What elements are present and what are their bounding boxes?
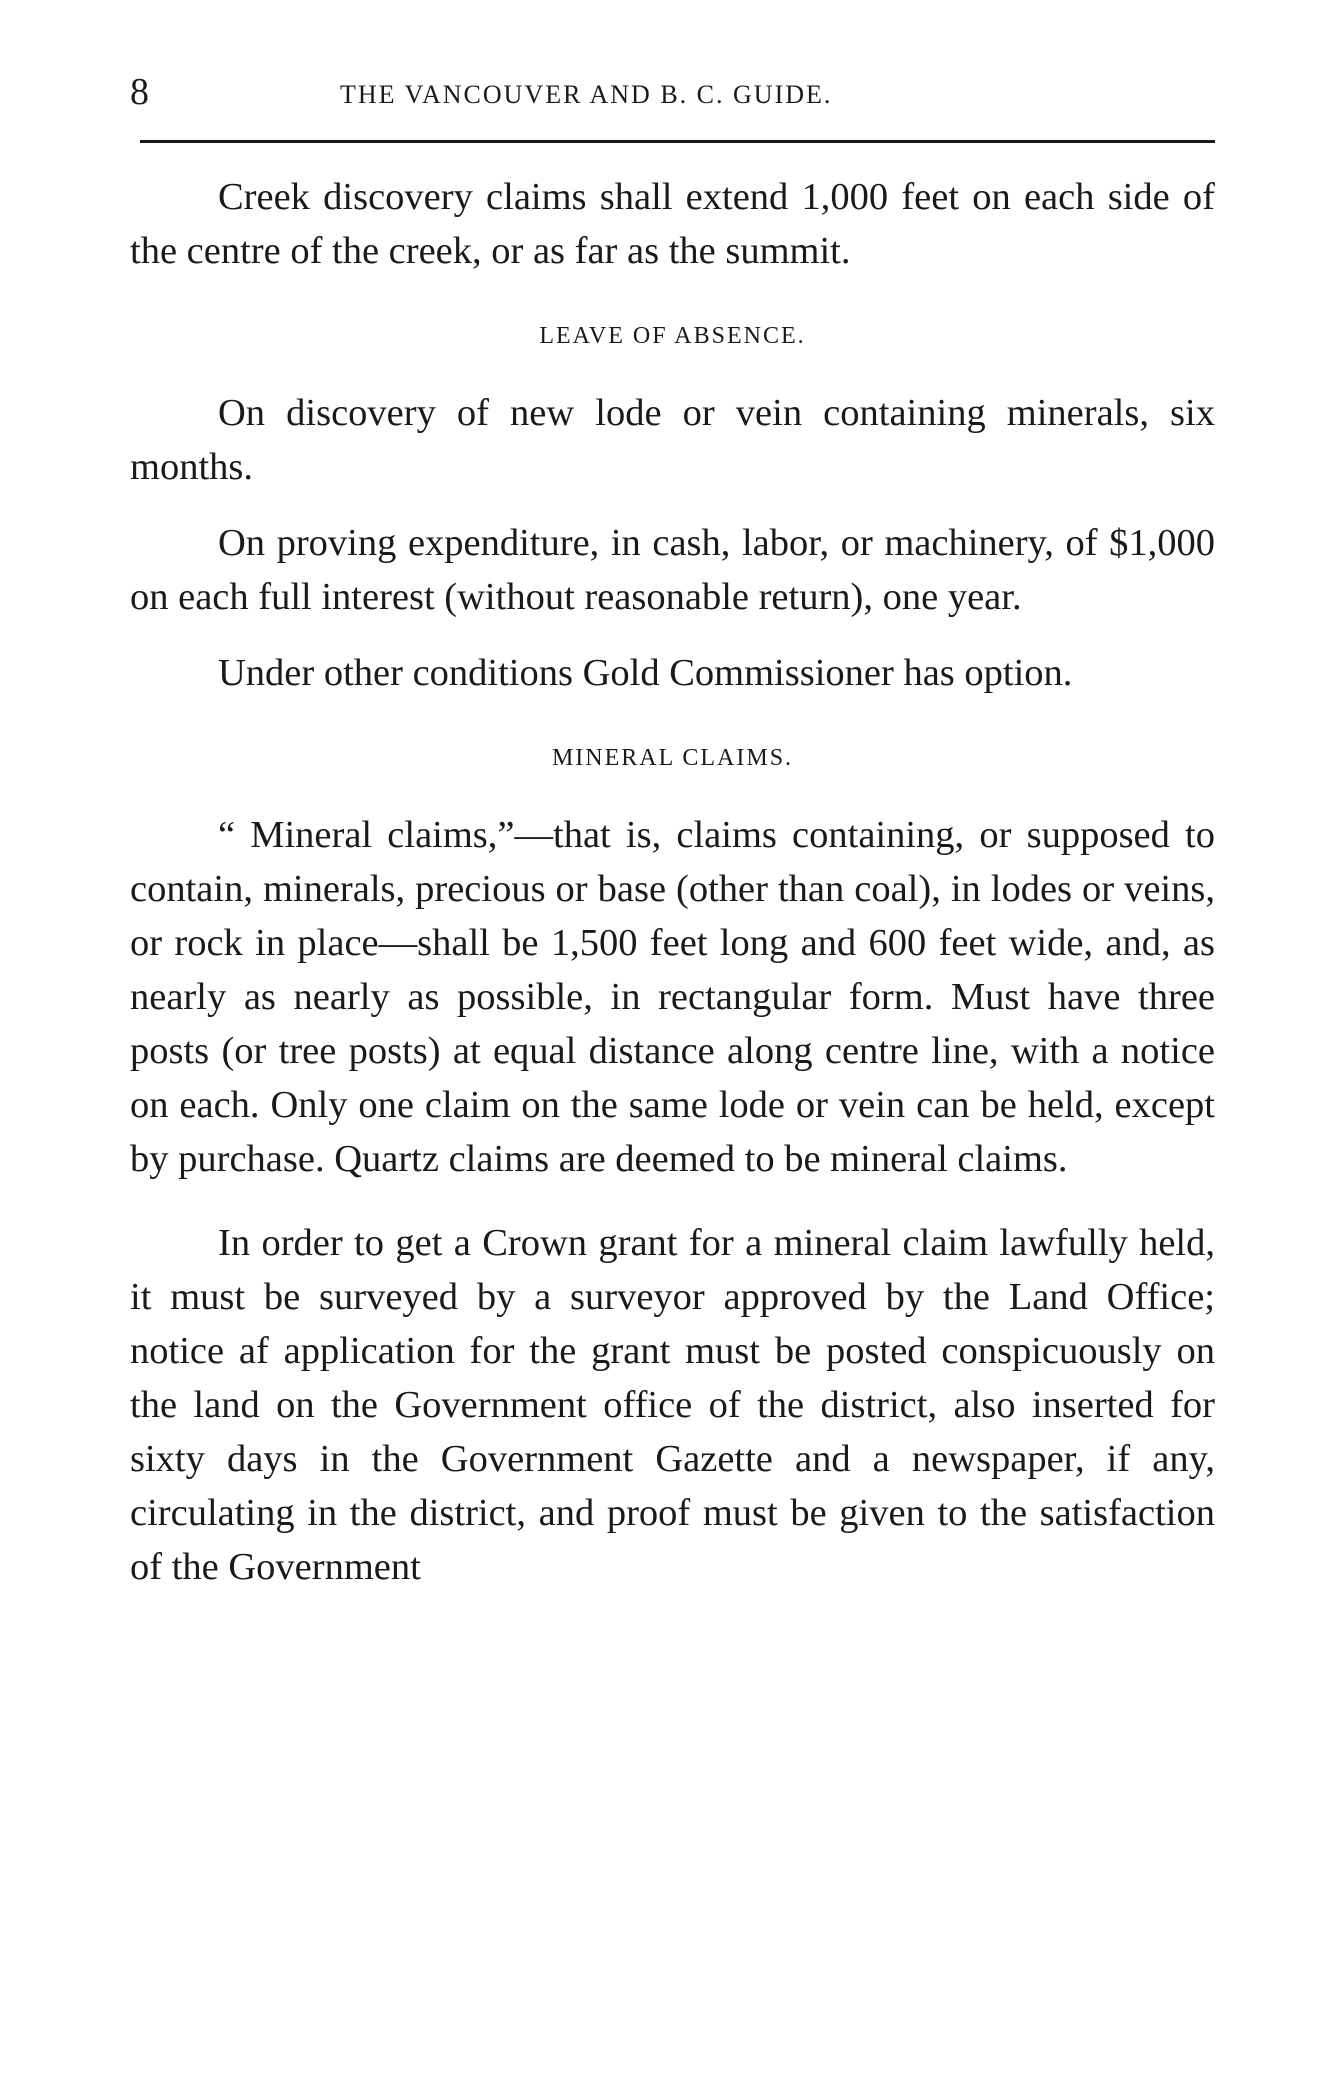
section-heading-leave-of-absence: LEAVE OF ABSENCE. (539, 323, 806, 349)
paragraph-proving-expenditure: On proving expenditure, in cash, labor, or machinery, of $1,000 on each full interest (without reasonable return), one year. (130, 522, 1215, 618)
running-head (130, 70, 1215, 130)
paragraph-creek-claims: Creek discovery claims shall extend 1,000 feet on each side of the centre of the creek, or as far as the summit. (130, 176, 1215, 272)
paragraph-discovery-new-lode: On discovery of new lode or vein containing minerals, six months. (130, 392, 1215, 488)
paragraph-other-conditions: Under other conditions Gold Commissioner has option. (218, 652, 1073, 694)
book-page (130, 70, 1215, 1588)
paragraph-crown-grant: In order to get a Crown grant for a mineral claim lawfully held, it must be surveyed by a surveyor approved by the Land Office; notice af application for the grant must be posted conspicuously on the land on the Government office of the district, also inserted for sixty days in the Government Gazette and a newspaper, if any, circulating in the district, and proof must be given to the satisfaction of the Government (130, 1222, 1215, 1588)
page-body (130, 170, 1215, 1594)
section-heading-mineral-claims: MINERAL CLAIMS. (551, 745, 794, 771)
paragraph-mineral-claims-definition: “ Mineral claims,”—that is, claims containing, or supposed to contain, minerals, precious or base (other than coal), in lodes or veins, or rock in place—shall be 1,500 feet long and 600 feet wide, and, as nearly as nearly as possible, in rectangular form. Must have three posts (or tree posts) at equal distance along centre line, with a notice on each. Only one claim on the same lode or vein can be held, except by purchase. Quartz claims are deemed to be mineral claims. (130, 814, 1215, 1180)
running-title: THE VANCOUVER AND B. C. GUIDE. (340, 80, 833, 109)
header-rule (140, 140, 1215, 143)
page-number: 8 (130, 71, 149, 113)
